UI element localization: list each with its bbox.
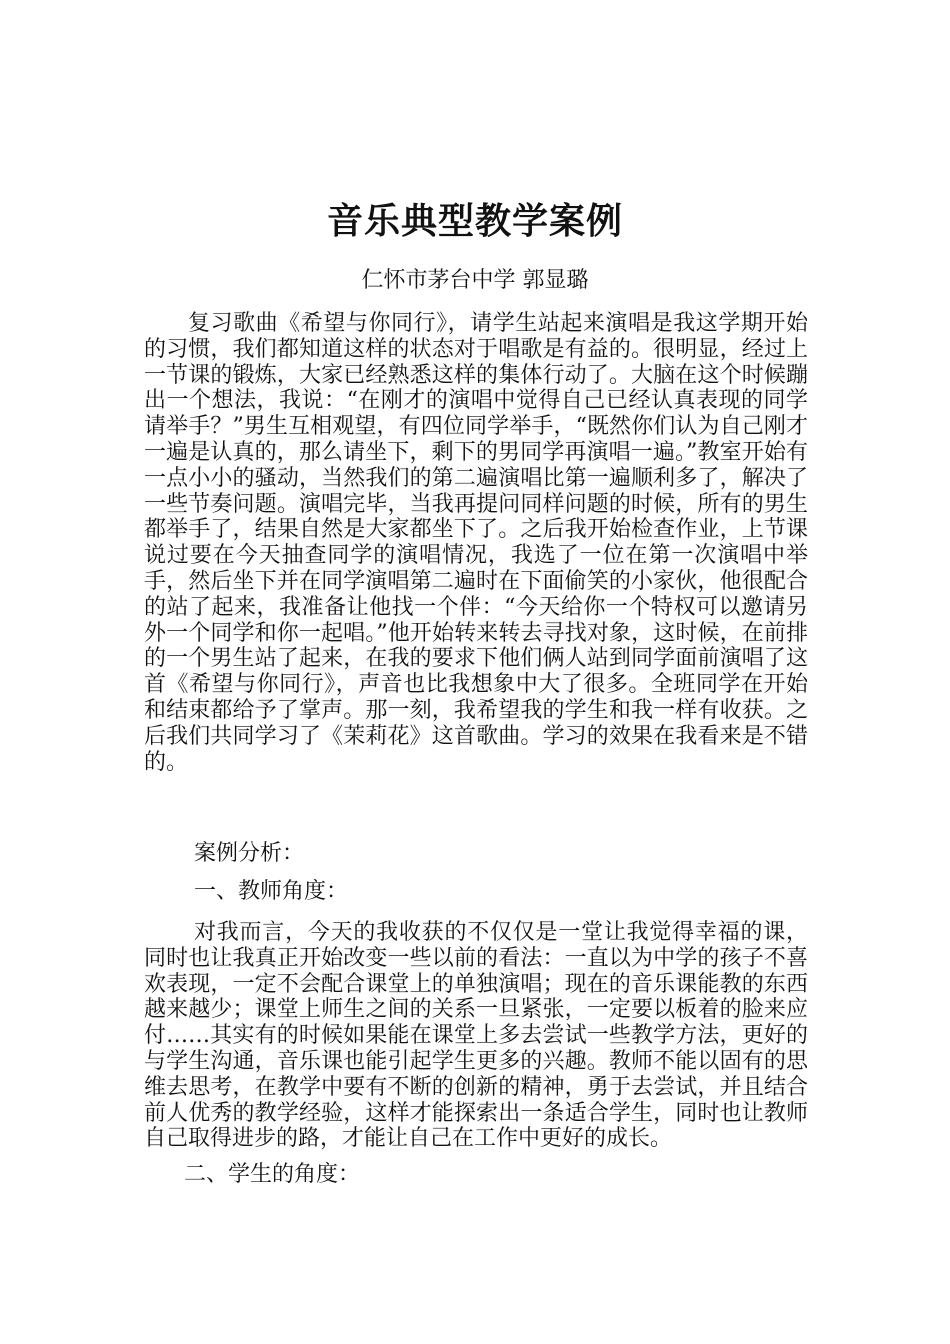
student-section-heading: 二、学生的角度： bbox=[184, 1162, 361, 1187]
teacher-section-heading: 一、教师角度： bbox=[194, 879, 349, 904]
case-paragraph: 复习歌曲《希望与你同行》，请学生站起来演唱是我这学期开始的习惯，我们都知道这样的状态对于唱歌是有益的。很明显，经过上一节课的锻炼，大家已经熟悉这样的集体行动了。大脑在这个时候蹦出一个想法，我说：“在刚才的演唱中觉得自己已经认真表现的同学请举手？”男生互相观望，有四位同学举手，“既然你们认为自己刚才一遍是认真的，那么请坐下，剩下的男同学再演唱一遍。”教室开始有一点小小的骚动，当然我们的第二遍演唱比第一遍顺利多了，解决了一些节奏问题。演唱完毕，当我再提问同样问题的时候，所有的男生都举手了，结果自然是大家都坐下了。之后我开始检查作业，上节课说过要在今天抽查同学的演唱情况，我选了一位在第一次演唱中举手，然后坐下并在同学演唱第二遍时在下面偷笑的小家伙，他很配合的站了起来，我准备让他找一个伴：“今天给你一个特权可以邀请另外一个同学和你一起唱。”他开始转来转去寻找对象，这时候，在前排的一个男生站了起来，在我的要求下他们俩人站到同学面前演唱了这首《希望与你同行》，声音也比我想象中大了很多。全班同学在开始和结束都给予了掌声。那一刻，我希望我的学生和我一样有收获。之后我们共同学习了《茉莉花》这首歌曲。学习的效果在我看来是不错的。 bbox=[144, 311, 808, 775]
author-line: 仁怀市茅台中学 郭显璐 bbox=[361, 268, 589, 293]
analysis-heading: 案例分析： bbox=[194, 841, 305, 866]
teacher-analysis-paragraph: 对我而言，今天的我收获的不仅仅是一堂让我觉得幸福的课，同时也让我真正开始改变一些以前的看法：一直以为中学的孩子不喜欢表现，一定不会配合课堂上的单独演唱；现在的音乐课能教的东西越来越少；课堂上师生之间的关系一旦紧张，一定要以板着的脸来应付……其实有的时候如果能在课堂上多去尝试一些教学方法，更好的与学生沟通，音乐课也能引起学生更多的兴趣。教师不能以固有的思维去思考，在教学中要有不断的创新的精神，勇于去尝试，并且结合前人优秀的教学经验，这样才能探索出一条适合学生，同时也让教师自己取得进步的路，才能让自己在工作中更好的成长。 bbox=[144, 920, 808, 1152]
document-title: 音乐典型教学案例 bbox=[326, 200, 623, 242]
